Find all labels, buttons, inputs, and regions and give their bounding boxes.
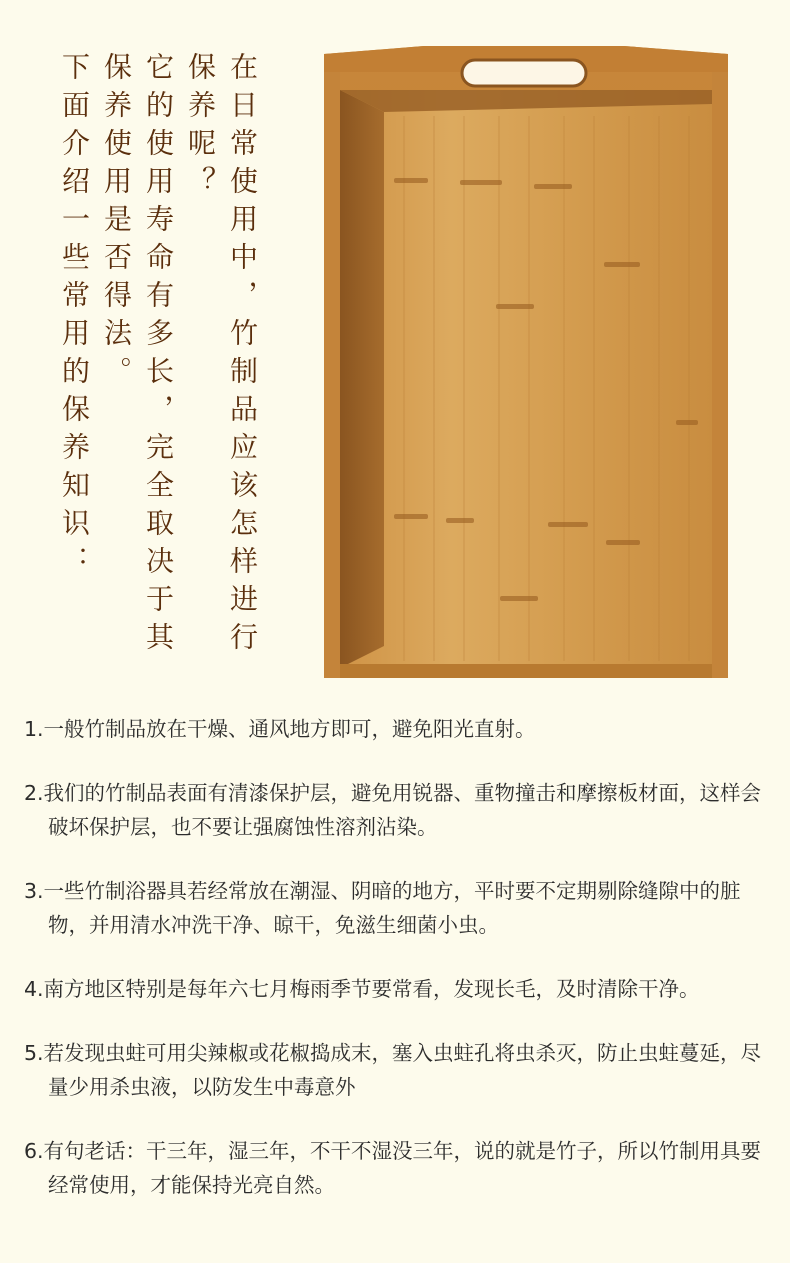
tip-item-1: 1.一般竹制品放在干燥、通风地方即可，避免阳光直射。 <box>24 717 536 741</box>
intro-column-4: 保养使用是否得法。 <box>100 52 133 394</box>
tip-item-3: 3.一些竹制浴器具若经常放在潮湿、阴暗的地方，平时要不定期剔除缝隙中的脏物，并用清水冲洗干净、晾干，免滋生细菌小虫。 <box>24 879 741 937</box>
tip-item-2: 2.我们的竹制品表面有清漆保护层，避免用锐器、重物撞击和摩擦板材面，这样会破坏保护层，也不要让强腐蚀性溶剂沾染。 <box>24 781 762 839</box>
intro-column-1: 在日常使用中，竹制品应该怎样进行 <box>226 52 259 660</box>
intro-column-5: 下面介绍一些常用的保养知识： <box>58 52 91 584</box>
care-tips-list <box>24 712 764 1232</box>
intro-column-2: 保养呢？ <box>184 52 217 204</box>
tip-item-4: 4.南方地区特别是每年六七月梅雨季节要常看，发现长毛，及时清除干净。 <box>24 977 700 1001</box>
tip-item-5: 5.若发现虫蛀可用尖辣椒或花椒捣成末，塞入虫蛀孔将虫杀灭，防止虫蛀蔓延，尽量少用杀虫液，以防发生中毒意外 <box>24 1041 762 1099</box>
intro-column-3: 它的使用寿命有多长，完全取决于其 <box>142 52 175 660</box>
bamboo-tray-image <box>324 46 728 678</box>
intro-vertical-text <box>58 52 258 660</box>
tip-item-6: 6.有句老话：干三年，湿三年，不干不湿没三年，说的就是竹子，所以竹制用具要经常使用，才能保持光亮自然。 <box>24 1139 762 1197</box>
